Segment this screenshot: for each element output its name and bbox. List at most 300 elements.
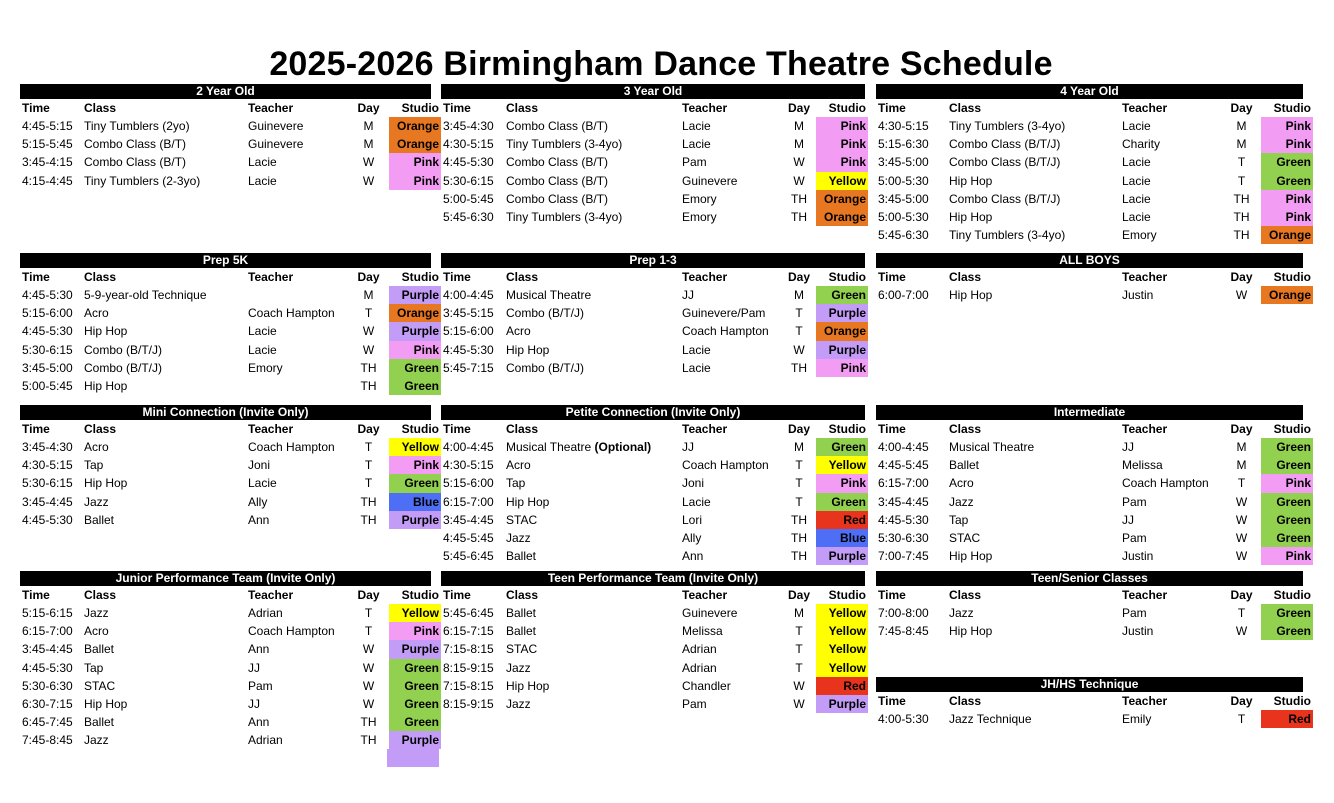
table-row [876,547,1311,565]
studio-badge: Yellow [816,604,868,622]
section-title: Teen Performance Team (Invite Only) [441,571,865,586]
cell-day: T [795,660,803,675]
studio-badge: Pink [1261,117,1313,135]
cell-day: W [362,173,375,188]
table-row [20,622,439,640]
cell-teacher: Emily [1122,712,1152,727]
cell-class: Tap [84,458,104,473]
column-header-day: Day [1230,422,1253,436]
cell-time: 4:45-5:45 [443,530,494,545]
cell-teacher: Melissa [1122,458,1163,473]
cell-teacher: Emory [682,191,717,206]
cell-teacher: Justin [1122,288,1154,303]
cell-teacher: Coach Hampton [248,624,335,639]
column-header-studio: Studio [401,422,439,436]
cell-class: Hip Hop [949,624,993,639]
studio-badge: Orange [816,190,868,208]
studio-badge: Orange [389,117,441,135]
cell-teacher: Ann [248,512,270,527]
section-title: Petite Connection (Invite Only) [441,405,865,420]
cell-time: 5:00-5:30 [878,209,929,224]
studio-badge: Orange [1261,286,1313,304]
column-header-teacher: Teacher [1122,270,1168,284]
cell-day: TH [360,512,377,527]
studio-badge: Green [389,659,441,677]
column-header-day: Day [357,270,380,284]
column-headers [441,586,865,604]
studio-badge: Orange [1261,226,1313,244]
studio-badge: Purple [389,286,441,304]
column-header-day: Day [1230,588,1253,602]
cell-day: TH [360,360,377,375]
cell-class: Combo Class (B/T) [506,119,609,134]
column-header-class: Class [506,270,539,284]
cell-time: 5:00-5:30 [878,173,929,188]
studio-badge: Pink [1261,208,1313,226]
table-row [876,511,1311,529]
cell-teacher: Justin [1122,624,1154,639]
section-prep-5k [20,253,439,395]
cell-time: 4:45-5:45 [878,458,929,473]
table-row [20,713,439,731]
cell-time: 4:45-5:30 [22,660,73,675]
cell-class: Combo Class (B/T) [84,137,187,152]
cell-time: 3:45-5:00 [878,155,929,170]
row-spacer [20,749,387,767]
studio-badge: Purple [816,695,868,713]
table-row [441,659,865,677]
table-row-empty [20,749,431,767]
column-header-teacher: Teacher [248,101,294,115]
cell-class: Jazz Technique [949,712,1032,727]
section-title: 3 Year Old [441,84,865,99]
cell-class: Combo Class (B/T/J) [949,137,1061,152]
studio-badge: Pink [1261,547,1313,565]
section-title: Prep 1-3 [441,253,865,268]
table-row [20,731,439,749]
cell-class: Combo Class (B/T/J) [949,155,1061,170]
studio-badge: Green [1261,511,1313,529]
cell-teacher: Lacie [248,173,277,188]
cell-class: Tiny Tumblers (3-4yo) [506,137,623,152]
studio-badge: Green [389,474,441,492]
table-row [441,286,865,304]
cell-day: M [794,137,804,152]
table-row [20,640,439,658]
section-title: Teen/Senior Classes [876,571,1303,586]
cell-class: Acro [84,440,109,455]
table-row [441,153,865,171]
cell-day: T [795,324,803,339]
cell-time: 3:45-4:30 [22,440,73,455]
cell-day: W [793,173,805,188]
cell-day: W [1235,548,1248,563]
table-row [20,377,439,395]
studio-badge: Yellow [389,604,441,622]
column-header-class: Class [506,422,539,436]
cell-day: T [795,476,803,491]
cell-day: T [364,476,373,491]
cell-time: 5:45-6:45 [443,606,494,621]
cell-time: 5:30-6:15 [22,342,73,357]
table-row [441,456,865,474]
cell-teacher: Pam [248,678,273,693]
cell-day: T [795,624,803,639]
column-header-time: Time [443,270,471,284]
cell-class: Musical Theatre [949,440,1035,455]
cell-time: 5:45-6:30 [878,227,929,242]
studio-badge: Blue [816,529,868,547]
cell-time: 7:45-8:45 [878,624,929,639]
studio-badge: Purple [389,322,441,340]
column-headers [20,99,439,117]
cell-time: 4:15-4:45 [22,173,73,188]
cell-class: Ballet [84,642,115,657]
column-header-day: Day [787,270,810,284]
cell-time: 4:45-5:30 [22,288,73,303]
cell-class: Ballet [84,512,115,527]
cell-teacher: Lacie [248,324,277,339]
cell-day: W [793,696,805,711]
cell-time: 4:00-4:45 [878,440,929,455]
studio-badge: Purple [816,547,868,565]
cell-time: 8:15-9:15 [443,696,494,711]
cell-class: Tiny Tumblers (2yo) [84,119,190,134]
cell-time: 3:45-4:45 [443,512,494,527]
cell-time: 6:15-7:00 [22,624,73,639]
cell-day: M [1236,119,1247,134]
column-header-time: Time [443,588,471,602]
studio-badge: Red [816,677,868,695]
studio-badge: Green [1261,456,1313,474]
cell-time: 7:45-8:45 [22,733,73,748]
cell-teacher: Justin [1122,548,1154,563]
studio-badge: Pink [816,474,868,492]
column-header-studio: Studio [828,422,866,436]
cell-teacher: Lacie [1122,209,1151,224]
cell-class: Hip Hop [84,378,128,393]
table-row [20,659,439,677]
cell-day: W [793,155,805,170]
table-row [20,135,439,153]
studio-badge: Blue [389,493,441,511]
cell-day: W [1235,494,1248,509]
column-header-class: Class [949,270,982,284]
table-row [876,226,1311,244]
cell-teacher: Pam [682,696,707,711]
cell-time: 4:45-5:30 [443,155,494,170]
cell-day: W [362,678,375,693]
column-headers [20,420,439,438]
cell-class: Acro [949,476,974,491]
cell-day: T [795,494,803,509]
studio-badge: Green [389,359,441,377]
cell-time: 5:30-6:30 [22,678,73,693]
studio-badge: Purple [816,341,868,359]
cell-teacher: Pam [1122,530,1147,545]
table-row [441,208,865,226]
cell-teacher: Emory [1122,227,1157,242]
cell-class: Tap [84,660,104,675]
cell-day: W [362,324,375,339]
class-name: Musical Theatre [506,440,592,455]
cell-teacher: Coach Hampton [248,306,335,321]
table-row [876,208,1311,226]
cell-time: 5:45-7:15 [443,360,494,375]
cell-teacher [248,286,348,304]
column-header-day: Day [787,422,810,436]
cell-day: M [794,606,804,621]
cell-teacher [248,377,348,395]
cell-day: M [794,119,804,134]
cell-class: Hip Hop [84,696,128,711]
optional-note: (Optional) [594,440,652,455]
studio-badge: Pink [1261,190,1313,208]
table-row [876,438,1311,456]
cell-class: Musical Theatre [506,288,592,303]
cell-teacher: Guinevere/Pam [682,306,766,321]
cell-day: W [362,660,375,675]
studio-badge: Green [816,493,868,511]
table-row [876,153,1311,171]
cell-class: Hip Hop [949,548,993,563]
cell-day: M [363,119,374,134]
cell-time: 3:45-4:30 [443,119,494,134]
section-title: Junior Performance Team (Invite Only) [20,571,431,586]
column-header-time: Time [22,422,50,436]
column-header-time: Time [878,270,906,284]
section-mini-connection-invite-only [20,405,439,529]
cell-class: Ballet [84,714,115,729]
cell-day: M [794,440,804,455]
cell-class: STAC [506,642,538,657]
studio-badge: Yellow [816,640,868,658]
column-header-teacher: Teacher [682,270,728,284]
cell-teacher: Emory [248,360,283,375]
cell-day: M [1236,440,1247,455]
cell-teacher: Pam [1122,494,1147,509]
cell-time: 4:45-5:15 [22,119,73,134]
cell-day: T [795,642,803,657]
cell-day: T [1237,712,1246,727]
studio-badge: Pink [816,359,868,377]
cell-time: 4:00-4:45 [443,440,494,455]
studio-badge: Green [1261,622,1313,640]
column-header-class: Class [949,694,982,708]
cell-class: Hip Hop [949,173,993,188]
cell-day: M [363,288,374,303]
cell-class: Jazz [949,606,974,621]
column-header-time: Time [22,588,50,602]
cell-class: Acro [84,624,109,639]
column-header-time: Time [878,101,906,115]
cell-teacher: Chandler [682,678,731,693]
table-row [876,117,1311,135]
cell-class: Hip Hop [506,494,550,509]
studio-badge: Green [1261,604,1313,622]
cell-teacher: JJ [248,696,260,711]
cell-time: 5:15-6:15 [22,606,73,621]
column-header-day: Day [357,422,380,436]
cell-teacher: Ally [682,530,702,545]
studio-badge: Yellow [816,456,868,474]
column-header-day: Day [787,101,810,115]
cell-teacher: Lacie [248,155,277,170]
studio-badge: Red [816,511,868,529]
section-teen-performance-team-invite-only [441,571,865,713]
cell-teacher: Adrian [682,642,717,657]
cell-time: 8:15-9:15 [443,660,494,675]
studio-badge: Orange [389,304,441,322]
cell-class: Combo (B/T/J) [506,360,585,375]
table-row [876,456,1311,474]
table-row [441,511,865,529]
cell-day: TH [791,209,807,224]
studio-badge: Green [389,695,441,713]
column-header-class: Class [949,422,982,436]
cell-teacher: Lacie [1122,173,1151,188]
cell-teacher: Lacie [1122,119,1151,134]
cell-day: M [1236,458,1247,473]
table-row [441,304,865,322]
cell-class: STAC [506,512,538,527]
cell-teacher: Joni [682,476,705,491]
cell-class: Ballet [949,458,980,473]
table-row [20,304,439,322]
cell-class: Combo (B/T/J) [84,342,163,357]
column-header-studio: Studio [1273,694,1311,708]
cell-time: 3:45-4:45 [878,494,929,509]
cell-day: T [364,606,373,621]
cell-class: Tiny Tumblers (3-4yo) [949,119,1066,134]
column-header-teacher: Teacher [1122,694,1168,708]
cell-teacher: Lacie [682,494,711,509]
cell-day: TH [360,714,377,729]
cell-day: TH [1233,209,1250,224]
table-row [20,341,439,359]
cell-teacher: JJ [248,660,260,675]
cell-class: Jazz [84,494,109,509]
cell-day: M [1236,137,1247,152]
table-row [20,493,439,511]
cell-class: Hip Hop [84,476,128,491]
column-header-studio: Studio [401,588,439,602]
table-row [20,695,439,713]
cell-teacher: Coach Hampton [682,324,769,339]
cell-time: 3:45-5:15 [443,306,494,321]
cell-time: 4:30-5:15 [443,137,494,152]
studio-badge: Green [1261,529,1313,547]
studio-badge: Yellow [816,172,868,190]
cell-time: 7:00-8:00 [878,606,929,621]
cell-teacher: Lacie [682,137,711,152]
cell-class: Jazz [84,733,109,748]
table-row [441,135,865,153]
table-row [876,172,1311,190]
cell-class: Jazz [84,606,109,621]
cell-teacher: Guinevere [682,606,738,621]
cell-class: Combo (B/T/J) [84,360,163,375]
cell-time: 7:15-8:15 [443,678,494,693]
section-title: 2 Year Old [20,84,431,99]
column-header-studio: Studio [401,270,439,284]
column-headers [876,268,1311,286]
table-row [441,341,865,359]
studio-badge: Pink [1261,135,1313,153]
cell-class: Combo (B/T/J) [506,306,585,321]
cell-teacher: Ann [248,714,270,729]
cell-time: 5:00-5:45 [22,378,73,393]
column-header-teacher: Teacher [1122,422,1168,436]
cell-time: 6:00-7:00 [878,288,929,303]
studio-badge: Pink [816,135,868,153]
cell-day: W [1235,512,1248,527]
studio-badge: Orange [389,135,441,153]
cell-day: TH [791,360,807,375]
column-header-studio: Studio [1273,101,1311,115]
section-all-boys [876,253,1311,304]
studio-badge: Purple [816,304,868,322]
studio-badge: Pink [389,172,441,190]
cell-time: 3:45-4:15 [22,155,73,170]
table-row [20,172,439,190]
cell-class: Tiny Tumblers (2-3yo) [84,173,201,188]
cell-day: T [364,306,373,321]
cell-class: Combo Class (B/T) [506,191,609,206]
studio-badge: Green [389,677,441,695]
column-header-class: Class [84,588,117,602]
cell-teacher: Ann [248,642,270,657]
column-headers [20,268,439,286]
cell-day: W [1235,288,1248,303]
studio-badge: Red [1261,710,1313,728]
studio-badge: Pink [389,153,441,171]
cell-teacher: Joni [248,458,271,473]
table-row [20,359,439,377]
cell-class: Tap [506,476,526,491]
cell-time: 6:30-7:15 [22,696,73,711]
table-row [441,172,865,190]
cell-day: TH [791,530,807,545]
cell-time: 4:30-5:15 [22,458,73,473]
column-header-studio: Studio [828,101,866,115]
cell-time: 5:30-6:15 [22,476,73,491]
cell-teacher: Guinevere [248,137,304,152]
cell-class: Hip Hop [506,678,550,693]
table-row [876,286,1311,304]
studio-badge: Pink [816,153,868,171]
cell-day: T [364,440,373,455]
cell-time: 5:15-6:00 [443,476,494,491]
cell-class: Tap [949,512,969,527]
column-header-class: Class [949,101,982,115]
cell-class: STAC [84,678,116,693]
cell-time: 7:00-7:45 [878,548,929,563]
table-row [876,493,1311,511]
table-row [20,286,439,304]
cell-class: Hip Hop [84,324,128,339]
cell-class: Acro [506,458,531,473]
cell-teacher: Coach Hampton [682,458,769,473]
cell-teacher: JJ [682,288,694,303]
table-row [441,322,865,340]
cell-day: T [1237,476,1246,491]
section-title: JH/HS Technique [876,677,1303,692]
table-row [441,529,865,547]
cell-time: 4:45-5:30 [22,324,73,339]
section-title: Mini Connection (Invite Only) [20,405,431,420]
cell-day: T [364,624,373,639]
